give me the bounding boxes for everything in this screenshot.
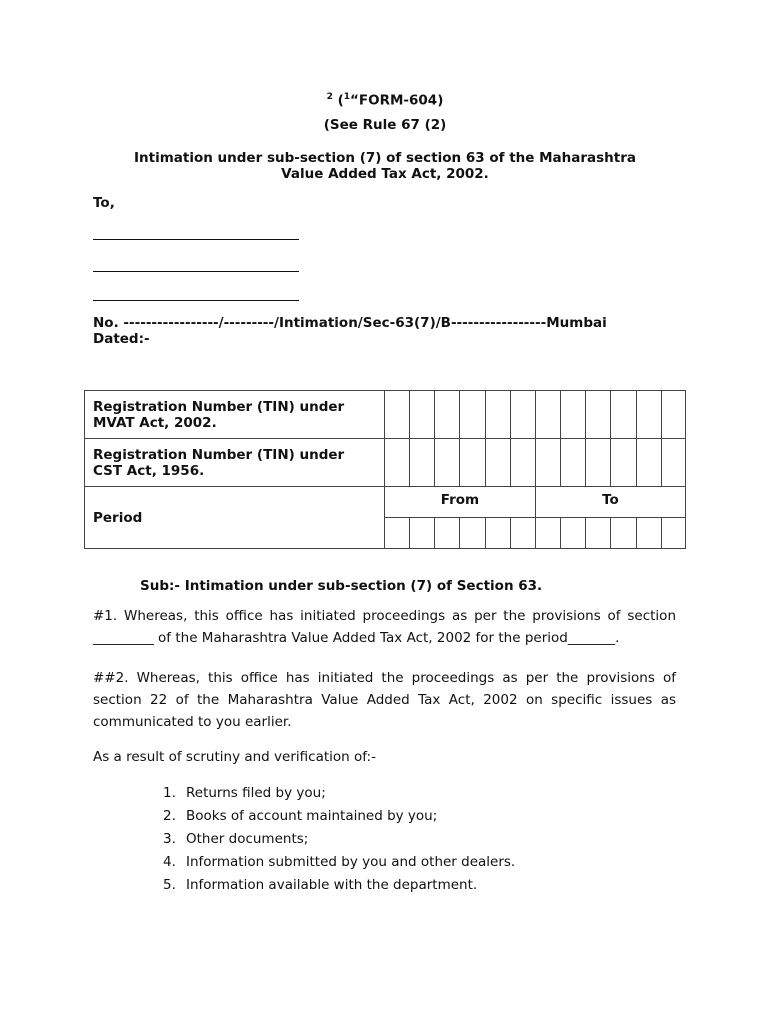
to-label: To, [93,195,115,211]
tin-digit-box[interactable] [435,439,460,487]
list-item: 4. Information submitted by you and other dealers. [163,854,516,870]
tin-digit-box[interactable] [661,439,685,487]
tin-digit-box[interactable] [485,439,510,487]
tin-digit-box[interactable] [460,391,485,439]
tin-digit-box[interactable] [510,391,535,439]
address-line-3 [93,300,299,301]
table-row [85,391,686,439]
tin-digit-box[interactable] [611,391,636,439]
verification-list [163,782,515,897]
period-digit-box[interactable] [435,518,460,549]
reference-block [93,315,607,347]
paragraph-3: As a result of scrutiny and verification of:- [93,749,376,765]
subject-line: Sub:- Intimation under sub-section (7) of Section 63. [140,578,543,594]
tin-digit-box[interactable] [636,391,661,439]
tin-digit-box[interactable] [435,391,460,439]
tin-digit-box[interactable] [410,439,435,487]
dated-label: Dated:- [93,331,150,347]
period-digit-box[interactable] [561,518,586,549]
period-from-header: From [384,487,535,518]
period-digit-box[interactable] [661,518,685,549]
subject-line-1: Intimation under sub-section (7) of section 63 of the Maharashtra [133,150,637,166]
period-digit-box[interactable] [510,518,535,549]
form-title-paren: ( [337,92,344,109]
address-line-1 [93,239,299,240]
period-digit-box[interactable] [485,518,510,549]
paragraph-1: #1. Whereas, this office has initiated proceedings as per the provisions of section _________ of the Maharashtra Value Added Tax Act, 2002 for the period_______. [93,608,676,646]
subject-heading [0,150,770,182]
period-digit-box[interactable] [460,518,485,549]
mvat-tin-label: Registration Number (TIN) under MVAT Act, 2002. [85,391,385,439]
tin-digit-box[interactable] [535,391,560,439]
registration-table [84,390,686,549]
tin-digit-box[interactable] [384,391,409,439]
tin-digit-box[interactable] [410,391,435,439]
period-to-header: To [535,487,685,518]
tin-digit-box[interactable] [384,439,409,487]
list-item: 5. Information available with the department. [163,877,478,893]
tin-digit-box[interactable] [485,391,510,439]
period-digit-box[interactable] [636,518,661,549]
table-row [85,487,686,518]
list-item: 3. Other documents; [163,831,309,847]
rule-reference: (See Rule 67 (2) [323,117,447,133]
list-item: 2. Books of account maintained by you; [163,808,438,824]
paragraph-2: ##2. Whereas, this office has initiated the proceedings as per the provisions of section 22 of the Maharashtra Value Added Tax Act, 2002 on specific issues as communicated to you earlier. [93,670,676,730]
tin-digit-box[interactable] [611,439,636,487]
list-item: 1. Returns filed by you; [163,785,326,801]
tin-digit-box[interactable] [460,439,485,487]
table-row [85,439,686,487]
form-title-text: “FORM-604) [350,92,444,109]
tin-digit-box[interactable] [535,439,560,487]
period-digit-box[interactable] [384,518,409,549]
cst-tin-label: Registration Number (TIN) under CST Act, 1956. [85,439,385,487]
tin-digit-box[interactable] [561,439,586,487]
tin-digit-box[interactable] [586,439,611,487]
period-digit-box[interactable] [586,518,611,549]
footnote-marker: 2 [326,92,333,102]
period-digit-box[interactable] [535,518,560,549]
tin-digit-box[interactable] [661,391,685,439]
address-line-2 [93,271,299,272]
period-digit-box[interactable] [611,518,636,549]
tin-digit-box[interactable] [636,439,661,487]
period-label: Period [85,487,385,549]
tin-digit-box[interactable] [561,391,586,439]
period-digit-box[interactable] [410,518,435,549]
subject-line-2: Value Added Tax Act, 2002. [281,166,489,182]
reference-number: No. -----------------/---------/Intimation/Sec-63(7)/B-----------------Mumbai [93,315,607,331]
tin-digit-box[interactable] [510,439,535,487]
form-title [0,92,770,109]
footnote-marker-2: 1 [343,92,351,102]
tin-digit-box[interactable] [586,391,611,439]
